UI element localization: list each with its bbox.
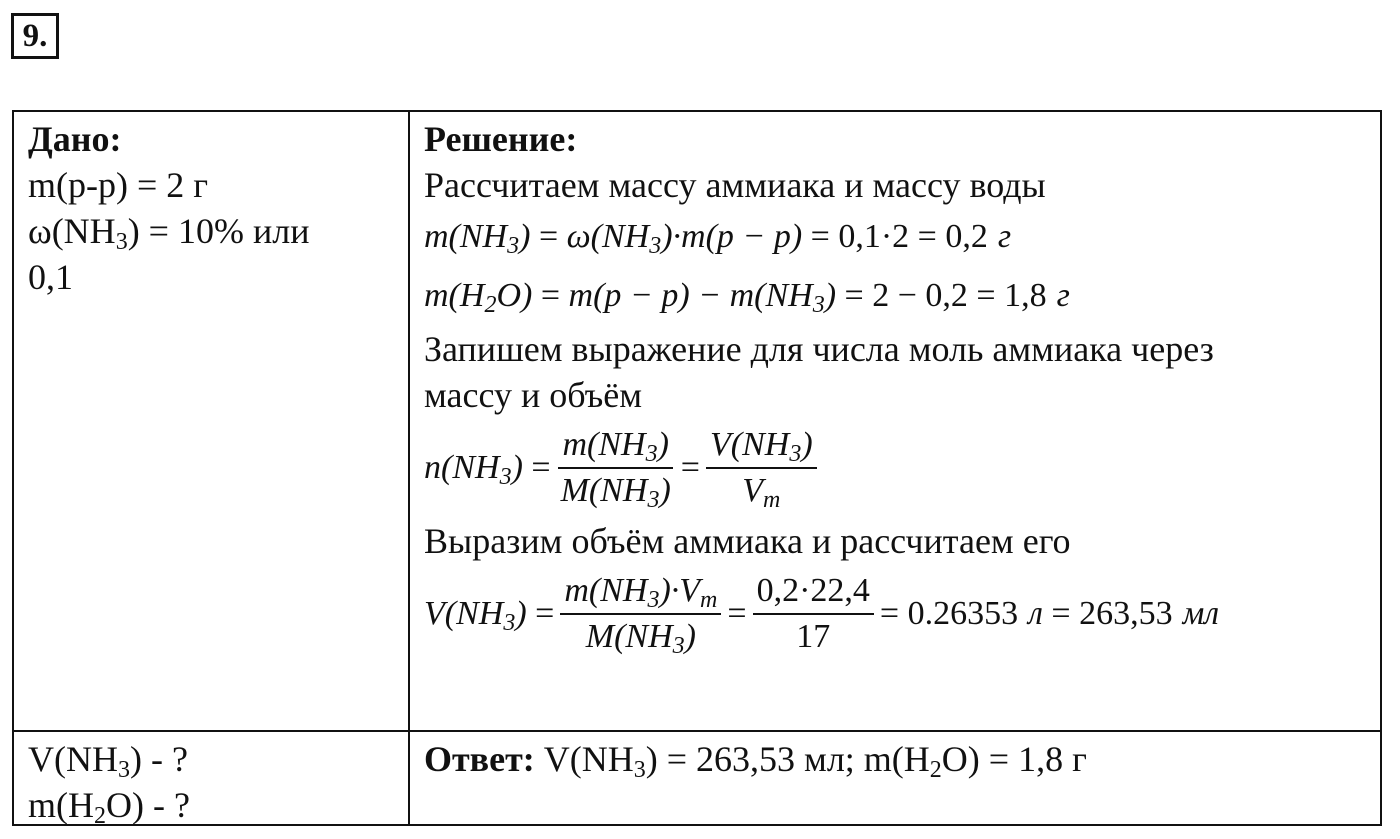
solution-text: Запишем выражение для числа моль аммиака через xyxy=(424,329,1214,369)
solution-table xyxy=(12,110,1382,829)
eq1-lhs: $m(NH_3)$ xyxy=(424,218,531,259)
equation-mass-water: $m(H_2O)$ = $m(p - p) - m(NH_3)$ = 2 − 0,2 = 1,8 г xyxy=(424,266,1374,326)
fraction-numerator: 0,2·22,4 xyxy=(753,571,874,615)
problem-number: 9. xyxy=(11,13,59,59)
equation-moles: $n(NH_3)$ = $\frac{m(NH_3)}{M(NH_3)}$ = $\frac{V(NH_3)}{V_m}$ xyxy=(424,418,1374,518)
fraction-numerator: $V(NH_3)$ xyxy=(706,425,817,469)
equation-mass-ammonia: $m(NH_3)$ = $\omega(NH_3)\cdot m(p - p)$ = 0,1·2 = 0,2 г xyxy=(424,208,1374,266)
eq4-unit-ml: мл xyxy=(1182,595,1220,632)
fraction-denominator: $M(NH_3)$ xyxy=(560,472,671,513)
fraction-numerator: $m(NH_3)$ xyxy=(558,425,672,469)
eq2-unit: г xyxy=(1056,277,1070,314)
eq4-unit-liters: л xyxy=(1028,595,1043,632)
fraction xyxy=(753,571,874,657)
eq1-rhs1: $\omega(NH_3)\cdot m(p - p)$ xyxy=(566,218,803,259)
fraction xyxy=(557,425,675,511)
eq1-unit: г xyxy=(997,218,1012,255)
equation-volume: $V(NH_3)$ = $\frac{m(NH_3)\cdot V_m}{M(NH_3)}$ = $\frac{0,2\cdot 22,4}{17}$ = 0.26353 л = 263,53 мл xyxy=(424,572,1220,659)
given-line: $\omega(NH_3) = 10\%$ или xyxy=(28,211,310,255)
solution-text: массу и объём xyxy=(424,375,643,415)
column-divider xyxy=(408,112,410,824)
fraction xyxy=(706,425,817,511)
given-cell xyxy=(28,116,398,300)
eq4-result-ml: 263,53 xyxy=(1079,595,1173,632)
eq2-rhs2: 2 − 0,2 xyxy=(872,277,968,314)
fraction-denominator: $V_m$ xyxy=(742,472,781,513)
solution-text: Рассчитаем массу аммиака и массу воды xyxy=(424,165,1046,205)
unknowns-cell xyxy=(28,736,398,828)
answer-text: $V(NH_3) = 263,53$ мл; $m(H_2O) = 1,8$ г xyxy=(543,739,1087,783)
unknown-line: $V(NH_3)$ - ? xyxy=(28,739,188,783)
answer-label: Ответ: xyxy=(424,739,535,779)
eq4-lhs: $V(NH_3)$ xyxy=(424,595,527,636)
solution-text: Выразим объём аммиака и рассчитаем его xyxy=(424,521,1071,561)
fraction xyxy=(560,571,721,657)
given-heading: Дано: xyxy=(28,119,122,159)
given-line: m(р-р) = 2 г xyxy=(28,165,209,205)
eq4-result-liters: 0.26353 xyxy=(907,595,1019,632)
solution-cell xyxy=(424,116,1374,664)
unknown-line: $m(H_2O)$ - ? xyxy=(28,785,190,829)
row-divider xyxy=(14,730,1380,732)
eq2-lhs: $m(H_2O)$ xyxy=(424,277,533,318)
solution-heading: Решение: xyxy=(424,119,578,159)
fraction-denominator: 17 xyxy=(796,618,831,655)
eq2-result: 1,8 xyxy=(1004,277,1047,314)
eq1-rhs2: 0,1·2 xyxy=(838,218,910,255)
eq1-result: 0,2 xyxy=(945,218,988,255)
given-line: 0,1 xyxy=(28,257,73,297)
eq3-lhs: $n(NH_3)$ xyxy=(424,449,523,490)
fraction-denominator: $M(NH_3)$ xyxy=(585,618,696,659)
fraction-numerator: $m(NH_3)\cdot V_m$ xyxy=(560,571,721,615)
answer-cell xyxy=(424,736,1374,782)
eq2-rhs1: $m(p - p) - m(NH_3)$ xyxy=(568,277,837,318)
